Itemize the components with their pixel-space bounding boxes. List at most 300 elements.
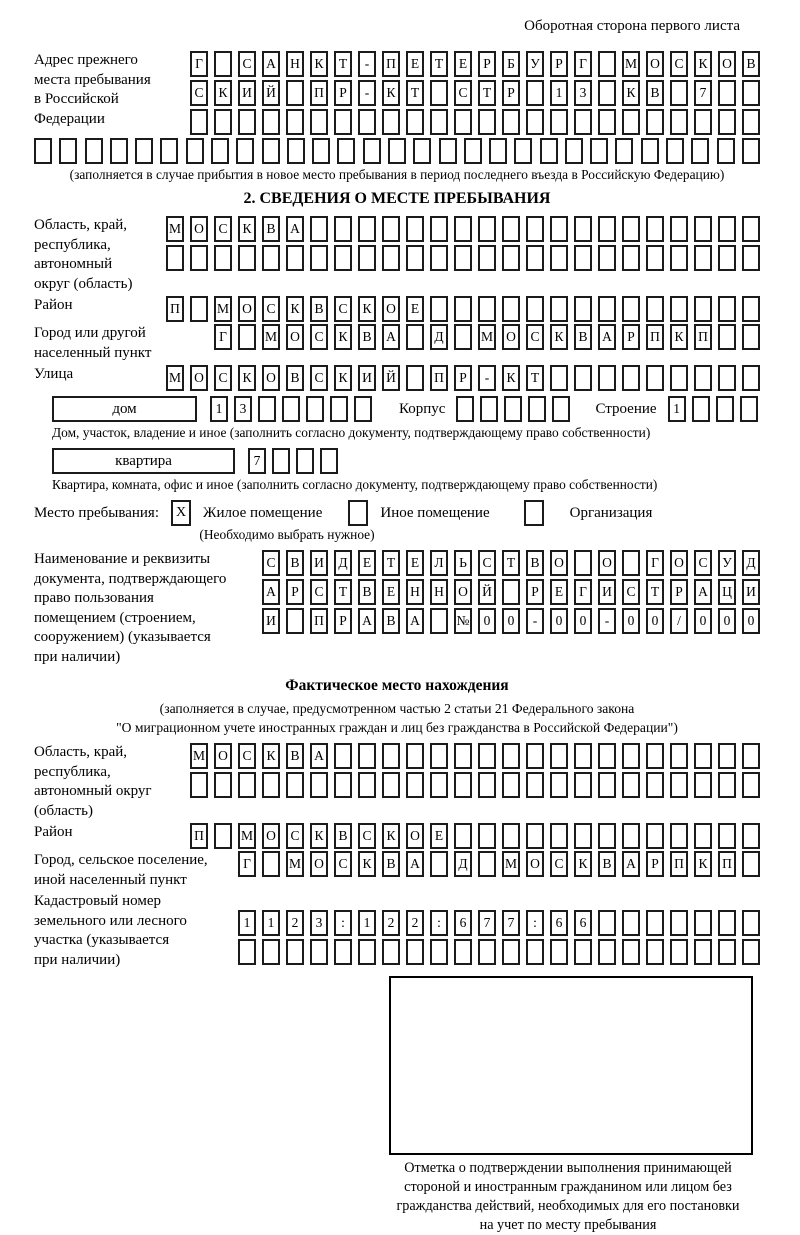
char-cell[interactable]: 0 [478,608,496,634]
char-cell[interactable]: М [478,324,496,350]
organizatsiya-checkbox[interactable] [524,500,544,526]
char-cell[interactable] [694,823,712,849]
char-cell[interactable] [550,743,568,769]
char-cell[interactable] [742,296,760,322]
char-cell[interactable] [262,772,280,798]
char-cell[interactable] [454,324,472,350]
char-cell[interactable] [334,939,352,965]
char-cell[interactable] [742,851,760,877]
char-cell[interactable]: 2 [286,910,304,936]
char-cell[interactable]: Г [574,51,592,77]
char-cell[interactable] [742,80,760,106]
char-cell[interactable]: А [598,324,616,350]
char-cell[interactable] [334,772,352,798]
char-cell[interactable]: Т [502,550,520,576]
char-cell[interactable] [382,939,400,965]
char-cell[interactable]: О [406,823,424,849]
char-cell[interactable]: 0 [574,608,592,634]
char-cell[interactable]: Р [286,579,304,605]
fact-rayon-row[interactable] [190,823,760,849]
char-cell[interactable] [740,396,758,422]
char-cell[interactable] [478,296,496,322]
char-cell[interactable]: Р [334,608,352,634]
prev-address-row-2[interactable] [190,80,760,106]
inoe-checkbox[interactable] [348,500,368,526]
char-cell[interactable] [526,216,544,242]
char-cell[interactable]: К [214,80,232,106]
char-cell[interactable] [286,608,304,634]
char-cell[interactable] [574,772,592,798]
char-cell[interactable] [110,138,128,164]
kadastr-row-1[interactable] [238,910,760,936]
char-cell[interactable] [598,365,616,391]
char-cell[interactable] [694,772,712,798]
char-cell[interactable] [526,109,544,135]
korpus-cells[interactable] [456,396,570,422]
char-cell[interactable] [670,245,688,271]
char-cell[interactable] [718,743,736,769]
oblast-row-2[interactable] [166,245,760,271]
kvartira-type-box[interactable]: квартира [52,448,235,474]
char-cell[interactable] [694,365,712,391]
char-cell[interactable]: В [358,324,376,350]
char-cell[interactable] [456,396,474,422]
char-cell[interactable] [526,743,544,769]
char-cell[interactable] [742,365,760,391]
char-cell[interactable] [238,245,256,271]
char-cell[interactable] [430,216,448,242]
char-cell[interactable]: О [502,324,520,350]
char-cell[interactable]: И [742,579,760,605]
char-cell[interactable]: Ц [718,579,736,605]
char-cell[interactable] [236,138,254,164]
char-cell[interactable] [478,109,496,135]
char-cell[interactable] [382,109,400,135]
char-cell[interactable] [454,772,472,798]
char-cell[interactable] [489,138,507,164]
char-cell[interactable] [214,245,232,271]
char-cell[interactable] [742,772,760,798]
char-cell[interactable]: Г [646,550,664,576]
char-cell[interactable] [480,396,498,422]
char-cell[interactable]: - [358,80,376,106]
char-cell[interactable] [718,296,736,322]
char-cell[interactable] [388,138,406,164]
char-cell[interactable]: 7 [478,910,496,936]
char-cell[interactable] [514,138,532,164]
char-cell[interactable]: С [214,365,232,391]
char-cell[interactable]: Р [646,851,664,877]
char-cell[interactable] [337,138,355,164]
char-cell[interactable]: 1 [238,910,256,936]
char-cell[interactable]: Т [334,51,352,77]
char-cell[interactable] [598,939,616,965]
char-cell[interactable]: Е [406,296,424,322]
char-cell[interactable]: К [694,51,712,77]
char-cell[interactable]: О [526,851,544,877]
char-cell[interactable] [598,245,616,271]
char-cell[interactable]: 2 [382,910,400,936]
char-cell[interactable]: В [286,550,304,576]
char-cell[interactable] [430,80,448,106]
char-cell[interactable] [565,138,583,164]
char-cell[interactable] [646,743,664,769]
char-cell[interactable] [646,939,664,965]
char-cell[interactable]: С [526,324,544,350]
char-cell[interactable]: Р [670,579,688,605]
char-cell[interactable] [550,216,568,242]
char-cell[interactable] [646,296,664,322]
char-cell[interactable] [718,365,736,391]
char-cell[interactable] [694,216,712,242]
char-cell[interactable] [502,939,520,965]
char-cell[interactable]: И [598,579,616,605]
char-cell[interactable] [742,743,760,769]
char-cell[interactable] [622,216,640,242]
char-cell[interactable]: К [694,851,712,877]
char-cell[interactable] [550,365,568,391]
char-cell[interactable]: С [310,365,328,391]
char-cell[interactable] [670,80,688,106]
char-cell[interactable] [166,245,184,271]
zhiloe-checkbox[interactable]: X [171,500,191,526]
char-cell[interactable]: А [262,579,280,605]
char-cell[interactable] [478,939,496,965]
char-cell[interactable]: В [286,743,304,769]
char-cell[interactable]: Е [358,550,376,576]
char-cell[interactable] [742,109,760,135]
char-cell[interactable] [262,245,280,271]
char-cell[interactable] [286,939,304,965]
char-cell[interactable] [742,245,760,271]
char-cell[interactable] [310,772,328,798]
char-cell[interactable] [666,138,684,164]
char-cell[interactable]: Д [334,550,352,576]
char-cell[interactable]: В [598,851,616,877]
char-cell[interactable]: Й [478,579,496,605]
prev-address-row-1[interactable] [190,51,760,77]
char-cell[interactable] [670,216,688,242]
char-cell[interactable]: 0 [622,608,640,634]
char-cell[interactable] [718,216,736,242]
char-cell[interactable] [330,396,348,422]
char-cell[interactable] [454,216,472,242]
char-cell[interactable] [272,448,290,474]
char-cell[interactable] [502,743,520,769]
char-cell[interactable] [406,743,424,769]
char-cell[interactable]: О [190,365,208,391]
char-cell[interactable]: Д [430,324,448,350]
char-cell[interactable] [622,550,640,576]
char-cell[interactable]: С [238,51,256,77]
char-cell[interactable]: О [238,296,256,322]
char-cell[interactable]: Т [526,365,544,391]
char-cell[interactable]: Т [406,80,424,106]
char-cell[interactable]: 6 [574,910,592,936]
char-cell[interactable]: О [286,324,304,350]
char-cell[interactable]: К [382,823,400,849]
char-cell[interactable] [282,396,300,422]
char-cell[interactable]: Е [550,579,568,605]
char-cell[interactable] [502,296,520,322]
char-cell[interactable]: Г [214,324,232,350]
char-cell[interactable]: А [382,324,400,350]
char-cell[interactable] [502,216,520,242]
char-cell[interactable]: С [190,80,208,106]
char-cell[interactable]: В [334,823,352,849]
char-cell[interactable]: Т [430,51,448,77]
char-cell[interactable] [478,851,496,877]
char-cell[interactable] [310,245,328,271]
char-cell[interactable]: С [262,296,280,322]
char-cell[interactable] [718,939,736,965]
kadastr-row-2[interactable] [238,939,760,965]
char-cell[interactable] [358,109,376,135]
fact-oblast-row-1[interactable] [190,743,760,769]
char-cell[interactable] [574,743,592,769]
char-cell[interactable] [406,324,424,350]
prev-address-row-4[interactable] [34,138,760,164]
char-cell[interactable] [382,772,400,798]
char-cell[interactable] [590,138,608,164]
char-cell[interactable] [190,772,208,798]
char-cell[interactable]: М [262,324,280,350]
char-cell[interactable] [598,80,616,106]
char-cell[interactable]: И [358,365,376,391]
char-cell[interactable] [430,743,448,769]
char-cell[interactable]: П [646,324,664,350]
char-cell[interactable] [310,939,328,965]
char-cell[interactable]: У [526,51,544,77]
char-cell[interactable]: Г [190,51,208,77]
char-cell[interactable] [598,772,616,798]
char-cell[interactable]: К [238,216,256,242]
char-cell[interactable]: 0 [694,608,712,634]
char-cell[interactable]: О [190,216,208,242]
char-cell[interactable] [406,245,424,271]
char-cell[interactable]: Р [502,80,520,106]
char-cell[interactable] [646,245,664,271]
char-cell[interactable] [190,109,208,135]
char-cell[interactable]: К [310,823,328,849]
rayon-row[interactable] [166,296,760,322]
char-cell[interactable] [430,608,448,634]
char-cell[interactable]: М [190,743,208,769]
char-cell[interactable] [742,216,760,242]
char-cell[interactable]: Р [526,579,544,605]
char-cell[interactable] [214,109,232,135]
char-cell[interactable] [214,823,232,849]
char-cell[interactable] [211,138,229,164]
char-cell[interactable]: Л [430,550,448,576]
char-cell[interactable]: Е [454,51,472,77]
char-cell[interactable]: К [550,324,568,350]
char-cell[interactable] [622,245,640,271]
char-cell[interactable]: О [214,743,232,769]
char-cell[interactable] [478,216,496,242]
char-cell[interactable]: С [334,296,352,322]
char-cell[interactable]: 0 [718,608,736,634]
char-cell[interactable] [622,772,640,798]
char-cell[interactable] [478,245,496,271]
char-cell[interactable]: - [358,51,376,77]
char-cell[interactable]: С [694,550,712,576]
char-cell[interactable] [406,939,424,965]
char-cell[interactable] [502,245,520,271]
char-cell[interactable]: В [574,324,592,350]
char-cell[interactable]: В [358,579,376,605]
char-cell[interactable]: Р [622,324,640,350]
char-cell[interactable]: Т [646,579,664,605]
char-cell[interactable] [670,296,688,322]
char-cell[interactable] [382,743,400,769]
char-cell[interactable] [454,939,472,965]
char-cell[interactable] [454,245,472,271]
char-cell[interactable]: О [310,851,328,877]
char-cell[interactable]: 6 [550,910,568,936]
char-cell[interactable] [334,109,352,135]
char-cell[interactable] [286,109,304,135]
char-cell[interactable]: С [238,743,256,769]
char-cell[interactable] [552,396,570,422]
char-cell[interactable]: О [262,365,280,391]
char-cell[interactable] [312,138,330,164]
char-cell[interactable]: И [310,550,328,576]
char-cell[interactable] [742,823,760,849]
char-cell[interactable]: 0 [646,608,664,634]
char-cell[interactable]: С [478,550,496,576]
doc-row-1[interactable] [262,550,760,576]
char-cell[interactable]: 3 [574,80,592,106]
char-cell[interactable]: - [478,365,496,391]
char-cell[interactable] [550,109,568,135]
char-cell[interactable] [670,109,688,135]
char-cell[interactable] [718,910,736,936]
char-cell[interactable] [526,245,544,271]
char-cell[interactable]: В [742,51,760,77]
char-cell[interactable] [478,772,496,798]
char-cell[interactable]: С [454,80,472,106]
char-cell[interactable]: П [694,324,712,350]
char-cell[interactable]: И [262,608,280,634]
gorod-row[interactable] [214,324,760,350]
char-cell[interactable] [622,365,640,391]
char-cell[interactable] [320,448,338,474]
char-cell[interactable] [574,550,592,576]
char-cell[interactable] [694,939,712,965]
fact-oblast-row-2[interactable] [190,772,760,798]
char-cell[interactable] [430,245,448,271]
char-cell[interactable]: К [382,80,400,106]
char-cell[interactable]: А [406,851,424,877]
char-cell[interactable] [478,743,496,769]
char-cell[interactable] [718,80,736,106]
char-cell[interactable] [622,823,640,849]
char-cell[interactable]: П [166,296,184,322]
char-cell[interactable] [310,109,328,135]
char-cell[interactable]: П [382,51,400,77]
dom-number-cells[interactable] [210,396,372,422]
char-cell[interactable] [190,296,208,322]
char-cell[interactable]: Г [238,851,256,877]
char-cell[interactable]: А [694,579,712,605]
char-cell[interactable]: О [262,823,280,849]
char-cell[interactable]: П [310,80,328,106]
char-cell[interactable] [540,138,558,164]
char-cell[interactable] [718,324,736,350]
char-cell[interactable]: С [622,579,640,605]
char-cell[interactable] [622,109,640,135]
char-cell[interactable] [382,245,400,271]
char-cell[interactable]: М [286,851,304,877]
char-cell[interactable]: В [382,851,400,877]
char-cell[interactable] [574,296,592,322]
char-cell[interactable] [502,823,520,849]
char-cell[interactable]: К [358,851,376,877]
char-cell[interactable] [358,939,376,965]
char-cell[interactable] [694,910,712,936]
char-cell[interactable] [334,216,352,242]
char-cell[interactable] [550,772,568,798]
char-cell[interactable]: Е [406,550,424,576]
char-cell[interactable] [238,324,256,350]
char-cell[interactable]: В [646,80,664,106]
char-cell[interactable]: В [286,365,304,391]
char-cell[interactable] [160,138,178,164]
char-cell[interactable] [454,823,472,849]
char-cell[interactable]: С [310,579,328,605]
char-cell[interactable] [382,216,400,242]
char-cell[interactable]: С [358,823,376,849]
char-cell[interactable] [574,823,592,849]
char-cell[interactable]: 3 [234,396,252,422]
char-cell[interactable] [190,245,208,271]
char-cell[interactable]: 7 [502,910,520,936]
char-cell[interactable] [262,109,280,135]
char-cell[interactable] [615,138,633,164]
char-cell[interactable] [526,80,544,106]
char-cell[interactable]: 7 [248,448,266,474]
char-cell[interactable] [34,138,52,164]
char-cell[interactable] [286,80,304,106]
char-cell[interactable] [526,823,544,849]
char-cell[interactable] [454,109,472,135]
char-cell[interactable]: Е [382,579,400,605]
char-cell[interactable]: П [190,823,208,849]
char-cell[interactable]: М [238,823,256,849]
char-cell[interactable]: Й [382,365,400,391]
char-cell[interactable]: М [502,851,520,877]
char-cell[interactable] [286,245,304,271]
char-cell[interactable]: Г [574,579,592,605]
char-cell[interactable]: О [646,51,664,77]
char-cell[interactable]: А [622,851,640,877]
char-cell[interactable]: О [550,550,568,576]
char-cell[interactable] [622,296,640,322]
char-cell[interactable] [258,396,276,422]
char-cell[interactable]: А [286,216,304,242]
char-cell[interactable] [358,245,376,271]
char-cell[interactable] [406,109,424,135]
char-cell[interactable]: Ь [454,550,472,576]
char-cell[interactable]: П [670,851,688,877]
char-cell[interactable] [694,245,712,271]
char-cell[interactable]: Д [454,851,472,877]
char-cell[interactable]: С [214,216,232,242]
char-cell[interactable] [574,939,592,965]
char-cell[interactable]: 1 [210,396,228,422]
char-cell[interactable]: - [526,608,544,634]
